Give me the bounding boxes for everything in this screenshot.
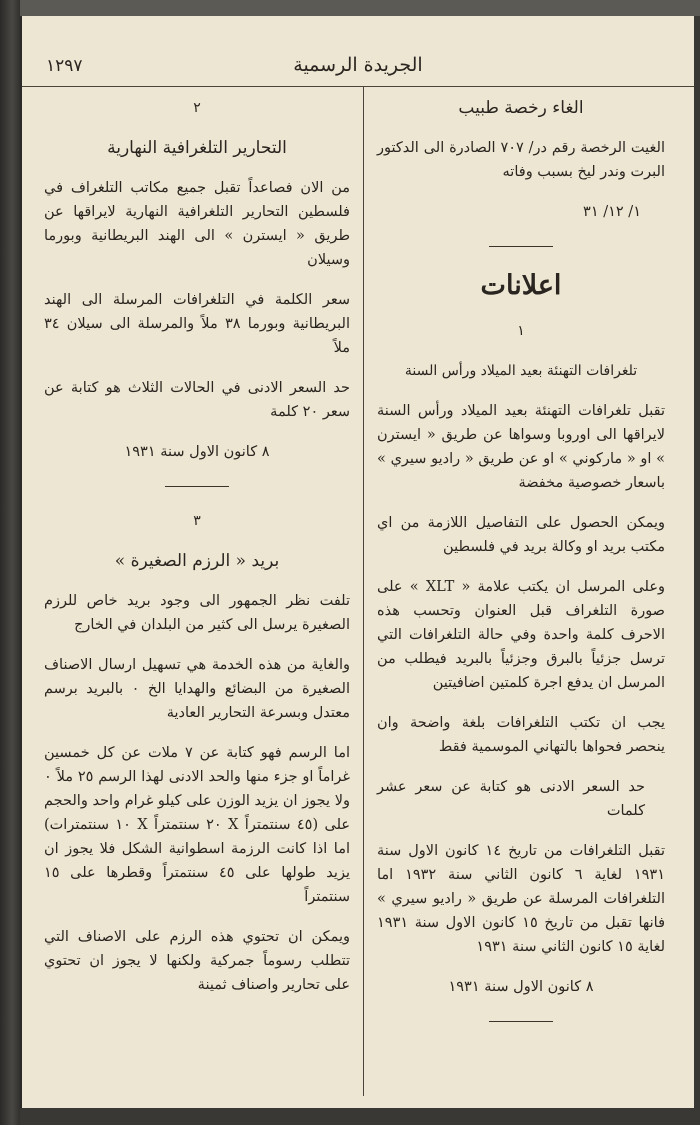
announcement-title-3: بريد « الرزم الصغيرة »: [114, 551, 280, 571]
announcement-1-paragraph-1: تقبل تلغرافات التهنئة بعيد الميلاد ورأس السنة لايراقها الى اوروبا وسواها عن طريق « ايسترن » او « ماركوني » او عن طريق « راديو سيري » باسعار خصوصية مخفضة: [377, 403, 665, 491]
license-cancel-date: ١/ ١٢/ ٣١: [583, 204, 641, 220]
column-divider: [363, 86, 364, 1096]
announcement-2-paragraph-1: من الان فصاعداً تقبل جميع مكاتب التلغراف في فلسطين التحارير التلغرافية النهارية لايراقها عن طريق « ايسترن » الى الهند البريطانية وبورما وسيلان: [44, 180, 350, 268]
announcement-2-date: ٨ كانون الاول سنة ١٩٣١: [124, 444, 270, 460]
page-top-edge: [20, 0, 700, 16]
announcement-3-paragraph-3: اما الرسم فهو كتابة عن ٧ ملات عن كل خمسين غراماً او جزء منها والحد الادنى لهذا الرسم ٢٥ ملاً ٠ ولا يجوز ان يزيد الوزن على كيلو غرام واحد والحجم على (٤٥ سنتمتراً X ٢٠ سنتمتراً X ١٠ سنتمترات) اما اذا كانت الرزمة اسطوانية الشكل فلا يجوز ان يزيد طولها على ٤٥ سنتمتراً وقطرها على ١٥ سنتمتراً: [44, 745, 351, 905]
announcement-number-3: ٣: [193, 513, 201, 529]
announcement-2-paragraph-2: سعر الكلمة في التلغرافات المرسلة الى الهند البريطانية وبورما ٣٨ ملاً والمرسلة الى سيلان ٣٤ ملاً: [44, 292, 350, 356]
left-column: [44, 96, 350, 1013]
section-rule: [165, 486, 229, 487]
book-binding: [0, 0, 20, 1125]
announcement-number-1: ١: [517, 323, 525, 339]
announcement-3-paragraph-4: ويمكن ان تحتوي هذه الرزم على الاصناف التي تتطلب رسوماً جمركية ولكنها لا يجوز ان تحتوي على تحارير واصناف ثمينة: [44, 929, 350, 993]
announcement-3-paragraph-1: تلفت نظر الجمهور الى وجود بريد خاص للرزم الصغيرة يرسل الى كثير من البلدان في الخارج: [44, 593, 350, 633]
page-number: ١٢٩٧: [46, 56, 83, 76]
license-cancel-text: الغيت الرخصة رقم در/ ٧٠٧ الصادرة الى الدكتور البرت وندر ليخ بسبب وفاته: [377, 140, 665, 180]
page-header: [22, 46, 694, 87]
license-cancel-heading: الغاء رخصة طبيب: [458, 98, 584, 118]
announcement-1-paragraph-3: وعلى المرسل ان يكتب علامة « XLT » على صورة التلغراف قبل العنوان وتحسب هذه الاحرف كلمة واحدة وفي حالة التلغرافات التي ترسل جزئياً بالبرق وجزئياً بالبريد فيطلب من المرسل ان يدفع اجرة كلمتين اضافيتين: [377, 579, 665, 691]
announcement-1-paragraph-6: تقبل التلغرافات من تاريخ ١٤ كانون الاول سنة ١٩٣١ لغاية ٦ كانون الثاني سنة ١٩٣٢ اما التلغرافات المرسلة عن طريق « راديو سيري » فانها تقبل من تاريخ ١٥ كانون الاول سنة ١٩٣١ لغاية ١٥ كانون الثاني سنة ١٩٣١: [377, 843, 666, 955]
announcement-title-2: التحارير التلغرافية النهارية: [107, 138, 287, 158]
announcement-1-paragraph-2: ويمكن الحصول على التفاصيل اللازمة من اي مكتب بريد او وكالة بريد في فلسطين: [377, 515, 665, 555]
gazette-page: [20, 16, 694, 1108]
announcement-2-paragraph-3: حد السعر الادنى في الحالات الثلاث هو كتابة عن سعر ٢٠ كلمة: [44, 380, 350, 420]
announcement-title-1: تلغرافات التهنئة بعيد الميلاد ورأس السنة: [404, 363, 638, 379]
announcements-heading: اعلانات: [480, 270, 562, 301]
section-rule: [489, 1021, 553, 1022]
announcement-number-2: ٢: [193, 100, 201, 116]
announcement-3-paragraph-2: والغاية من هذه الخدمة هي تسهيل ارسال الاصناف الصغيرة من البضائع والهدايا الخ ٠ بالبريد برسم معتدل وبسرعة التحارير العادية: [44, 657, 350, 721]
right-column: [377, 96, 665, 1044]
announcement-1-paragraph-4: يجب ان تكتب التلغرافات بلغة واضحة وان ينحصر فحواها بالتهاني الموسمية فقط: [377, 715, 665, 755]
section-rule: [489, 246, 553, 247]
announcement-1-date: ٨ كانون الاول سنة ١٩٣١: [448, 979, 594, 995]
gazette-title: الجريدة الرسمية: [293, 54, 423, 76]
announcement-1-paragraph-5: حد السعر الادنى هو كتابة عن سعر عشر كلمات: [377, 779, 645, 819]
